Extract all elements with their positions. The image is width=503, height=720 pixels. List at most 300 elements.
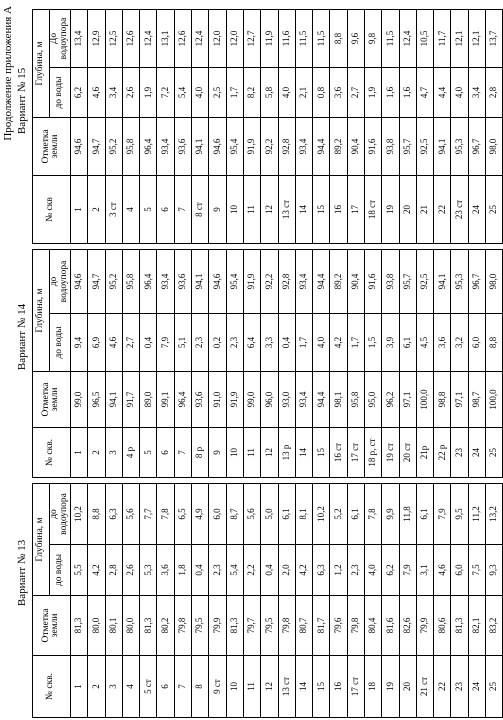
well-no-header: № скв. — [33, 428, 71, 478]
table-row — [209, 250, 226, 478]
to-water-cell: 1,7 — [226, 68, 243, 118]
well-no-cell: 12 — [261, 176, 278, 244]
to-water-cell: 1,2 — [330, 545, 347, 596]
to-aquiclude-cell: 96,4 — [140, 250, 157, 314]
table-row — [468, 250, 485, 478]
table-row — [330, 484, 347, 718]
well-no-cell: 18 — [364, 656, 381, 718]
well-no-cell: 6 — [157, 176, 174, 244]
well-no-cell: 1 — [70, 656, 87, 718]
to-aquiclude-cell: 95,8 — [122, 250, 139, 314]
to-water-cell: 6,2 — [70, 68, 87, 118]
well-no-cell: 7 — [174, 656, 191, 718]
elevation-cell: 93,0 — [278, 372, 295, 428]
table-row — [140, 484, 157, 718]
elevation-cell: 80,6 — [434, 596, 451, 656]
elevation-cell: 93,6 — [192, 372, 209, 428]
elevation-header: Отметка земли — [33, 372, 71, 428]
elevation-cell: 80,2 — [157, 596, 174, 656]
elevation-cell: 97,1 — [451, 372, 468, 428]
table-row — [278, 250, 295, 478]
elevation-cell: 79,5 — [261, 596, 278, 656]
to-water-cell: 1,8 — [174, 545, 191, 596]
elevation-cell: 79,7 — [243, 596, 260, 656]
elevation-cell: 81,3 — [70, 596, 87, 656]
well-no-cell: 2 — [88, 176, 105, 244]
elevation-cell: 100,0 — [486, 372, 503, 428]
to-aquiclude-cell: 4,9 — [192, 484, 209, 545]
table-row — [88, 10, 105, 244]
well-no-cell: 9 — [209, 176, 226, 244]
to-aquiclude-cell: 11,2 — [468, 484, 485, 545]
table-row — [226, 10, 243, 244]
well-no-cell: 21 — [416, 176, 433, 244]
to-water-cell: 1,9 — [364, 68, 381, 118]
depth-group-header: Глубина, м — [33, 484, 50, 596]
to-aquiclude-cell: 11,8 — [399, 484, 416, 545]
elevation-header: Отметка земли — [33, 118, 71, 176]
table-row — [192, 484, 209, 718]
table-row — [70, 10, 87, 244]
well-no-cell: 20 ст — [399, 428, 416, 478]
to-aquiclude-cell: 95,4 — [226, 250, 243, 314]
to-water-cell: 5,1 — [174, 314, 191, 372]
variant-14-body — [70, 250, 502, 478]
to-aquiclude-cell: 6,1 — [278, 484, 295, 545]
well-no-cell: 10 — [226, 176, 243, 244]
to-aquiclude-cell: 12,5 — [105, 10, 122, 68]
to-aquiclude-cell: 94,1 — [434, 250, 451, 314]
elevation-cell: 93,6 — [174, 118, 191, 176]
table-row — [243, 484, 260, 718]
well-no-cell: 24 — [468, 428, 485, 478]
to-aquiclude-cell: 94,4 — [313, 250, 330, 314]
well-no-cell: 18 р, ст — [364, 428, 381, 478]
to-water-cell: 2,8 — [486, 68, 503, 118]
to-water-cell: 3,4 — [468, 68, 485, 118]
well-no-cell: 8 ст — [192, 176, 209, 244]
to-aquiclude-cell: 95,7 — [399, 250, 416, 314]
elevation-cell: 91,9 — [226, 372, 243, 428]
well-no-cell: 14 — [295, 428, 312, 478]
to-water-cell: 1,5 — [364, 314, 381, 372]
to-aquiclude-cell: 11,7 — [434, 10, 451, 68]
to-water-cell: 3,9 — [382, 314, 399, 372]
well-no-cell: 21 ст — [416, 656, 433, 718]
table-row — [192, 250, 209, 478]
to-aquiclude-cell: 11,5 — [295, 10, 312, 68]
table-row — [157, 10, 174, 244]
table-row — [122, 250, 139, 478]
well-no-cell: 25 — [486, 428, 503, 478]
to-water-cell: 1,6 — [382, 68, 399, 118]
elevation-cell: 79,9 — [209, 596, 226, 656]
to-water-cell: 2,7 — [347, 68, 364, 118]
variant-14-title: Вариант № 14 — [16, 303, 28, 371]
table-row — [330, 250, 347, 478]
to-water-cell: 6,3 — [313, 545, 330, 596]
table-row — [174, 250, 191, 478]
well-no-cell: 2 — [88, 656, 105, 718]
to-aquiclude-cell: 6,5 — [174, 484, 191, 545]
to-water-cell: 4,0 — [192, 68, 209, 118]
well-no-cell: 8 р — [192, 428, 209, 478]
table-row — [434, 250, 451, 478]
to-aquiclude-cell: 6,1 — [347, 484, 364, 545]
well-no-cell: 7 — [174, 176, 191, 244]
to-water-cell: 9,3 — [486, 545, 503, 596]
to-water-cell: 3,6 — [434, 314, 451, 372]
elevation-cell: 79,8 — [174, 596, 191, 656]
to-aquiclude-cell: 94,1 — [192, 250, 209, 314]
table-row — [105, 484, 122, 718]
table-row — [347, 484, 364, 718]
to-aquiclude-cell: 92,5 — [416, 250, 433, 314]
well-no-cell: 25 — [486, 656, 503, 718]
table-row — [174, 10, 191, 244]
well-no-cell: 4 р — [122, 428, 139, 478]
elevation-cell: 80,7 — [295, 596, 312, 656]
to-water-cell: 3,2 — [451, 314, 468, 372]
table-row — [88, 484, 105, 718]
well-no-cell: 17 ст — [347, 656, 364, 718]
to-water-cell: 2,3 — [347, 545, 364, 596]
to-water-cell: 4,2 — [88, 545, 105, 596]
elevation-cell: 91,9 — [243, 118, 260, 176]
to-water-cell: 1,7 — [295, 314, 312, 372]
table-row — [88, 250, 105, 478]
elevation-cell: 89,2 — [330, 118, 347, 176]
table-row — [382, 484, 399, 718]
to-water-cell: 4,2 — [330, 314, 347, 372]
to-water-cell: 0,2 — [209, 314, 226, 372]
elevation-cell: 80,0 — [122, 596, 139, 656]
elevation-cell: 100,0 — [416, 372, 433, 428]
well-no-cell: 22 — [434, 656, 451, 718]
table-row — [226, 484, 243, 718]
to-water-cell: 4,5 — [416, 314, 433, 372]
to-aquiclude-cell: 12,4 — [399, 10, 416, 68]
to-aquiclude-cell: 8,1 — [295, 484, 312, 545]
well-no-cell: 25 — [486, 176, 503, 244]
to-water-cell: 2,3 — [209, 545, 226, 596]
to-water-cell: 3,6 — [330, 68, 347, 118]
to-aquiclude-cell: 8,8 — [330, 10, 347, 68]
to-aquiclude-cell: 9,6 — [347, 10, 364, 68]
well-no-cell: 19 — [382, 176, 399, 244]
table-row — [347, 250, 364, 478]
to-water-cell: 4,4 — [434, 68, 451, 118]
table-row — [364, 10, 381, 244]
well-no-cell: 6 — [157, 428, 174, 478]
elevation-cell: 92,8 — [278, 118, 295, 176]
elevation-cell: 79,8 — [278, 596, 295, 656]
elevation-cell: 94,6 — [209, 118, 226, 176]
table-row — [451, 484, 468, 718]
to-water-cell: 3,4 — [105, 68, 122, 118]
well-no-cell: 24 — [468, 176, 485, 244]
well-no-cell: 9 — [209, 428, 226, 478]
to-water-cell: 6,0 — [468, 314, 485, 372]
well-no-cell: 6 — [157, 656, 174, 718]
to-aquiclude-cell: 5,2 — [330, 484, 347, 545]
table-row — [468, 484, 485, 718]
to-water-cell: 0,4 — [192, 545, 209, 596]
table-row — [261, 250, 278, 478]
well-no-cell: 18 ст — [364, 176, 381, 244]
table-row — [295, 250, 312, 478]
elevation-cell: 93,4 — [157, 118, 174, 176]
to-aquiclude-cell: 12,4 — [192, 10, 209, 68]
elevation-cell: 83,2 — [486, 596, 503, 656]
to-aquiclude-cell: 12,0 — [209, 10, 226, 68]
to-water-cell: 3,6 — [157, 545, 174, 596]
elevation-cell: 96,7 — [468, 118, 485, 176]
well-no-cell: 22 р — [434, 428, 451, 478]
table-row — [416, 250, 433, 478]
elevation-cell: 81,3 — [140, 596, 157, 656]
table-row — [209, 484, 226, 718]
table-row — [105, 10, 122, 244]
to-water-cell: 4,0 — [313, 314, 330, 372]
elevation-cell: 99,0 — [70, 372, 87, 428]
to-water-cell: 5,4 — [174, 68, 191, 118]
to-aquiclude-cell: 12,7 — [243, 10, 260, 68]
elevation-cell: 94,6 — [70, 118, 87, 176]
elevation-cell: 99,0 — [243, 372, 260, 428]
to-water-cell: 9,4 — [70, 314, 87, 372]
to-aquiclude-cell: 12,0 — [226, 10, 243, 68]
well-no-cell: 19 ст — [382, 428, 399, 478]
to-water-cell: 1,6 — [399, 68, 416, 118]
table-row — [451, 10, 468, 244]
to-aquiclude-cell: 11,5 — [382, 10, 399, 68]
to-aquiclude-cell: 93,8 — [382, 250, 399, 314]
variant-14-table — [32, 249, 503, 478]
to-aquiclude-cell: 91,9 — [243, 250, 260, 314]
table-row — [330, 10, 347, 244]
to-water-cell: 2,0 — [278, 545, 295, 596]
to-water-cell: 6,1 — [399, 314, 416, 372]
table-row — [174, 484, 191, 718]
to-aquiclude-cell: 6,0 — [209, 484, 226, 545]
elevation-cell: 81,3 — [226, 596, 243, 656]
well-no-cell: 20 — [399, 176, 416, 244]
table-row — [468, 10, 485, 244]
well-no-cell: 5 — [140, 176, 157, 244]
elevation-cell: 91,0 — [209, 372, 226, 428]
to-aquiclude-cell: 6,1 — [416, 484, 433, 545]
well-no-cell: 12 — [261, 656, 278, 718]
elevation-cell: 94,4 — [313, 118, 330, 176]
elevation-cell: 89,0 — [140, 372, 157, 428]
to-water-cell: 4,0 — [278, 68, 295, 118]
elevation-cell: 81,3 — [451, 596, 468, 656]
elevation-cell: 98,7 — [468, 372, 485, 428]
to-water-cell: 4,2 — [295, 545, 312, 596]
well-no-cell: 4 — [122, 176, 139, 244]
to-aquiclude-header: До водоупора — [50, 10, 71, 68]
table-row — [382, 10, 399, 244]
well-no-cell: 3 ст — [105, 176, 122, 244]
to-aquiclude-cell: 9,9 — [382, 484, 399, 545]
to-water-cell: 1,7 — [347, 314, 364, 372]
to-water-cell: 7,5 — [468, 545, 485, 596]
elevation-cell: 94,1 — [192, 118, 209, 176]
to-aquiclude-cell: 92,2 — [261, 250, 278, 314]
elevation-cell: 91,6 — [364, 118, 381, 176]
to-aquiclude-cell: 13,7 — [486, 10, 503, 68]
elevation-cell: 96,4 — [140, 118, 157, 176]
well-no-cell: 15 — [313, 176, 330, 244]
elevation-cell: 93,4 — [295, 372, 312, 428]
to-water-cell: 6,2 — [382, 545, 399, 596]
to-aquiclude-cell: 10,5 — [416, 10, 433, 68]
table-row — [486, 484, 503, 718]
well-no-cell: 11 — [243, 428, 260, 478]
well-no-cell: 16 ст — [330, 428, 347, 478]
table-row — [399, 250, 416, 478]
well-no-cell: 23 — [451, 656, 468, 718]
elevation-cell: 95,4 — [226, 118, 243, 176]
table-row — [192, 10, 209, 244]
to-aquiclude-cell: 96,7 — [468, 250, 485, 314]
well-no-cell: 11 — [243, 656, 260, 718]
table-row — [157, 250, 174, 478]
to-water-cell: 5,8 — [261, 68, 278, 118]
to-aquiclude-cell: 93,4 — [295, 250, 312, 314]
elevation-cell: 96,4 — [174, 372, 191, 428]
to-water-cell: 1,9 — [140, 68, 157, 118]
elevation-cell: 79,9 — [416, 596, 433, 656]
well-no-cell: 3 — [105, 428, 122, 478]
well-no-header: № скв — [33, 176, 71, 244]
to-water-cell: 2,5 — [209, 68, 226, 118]
to-water-header: до воды — [50, 545, 71, 596]
well-no-cell: 3 — [105, 656, 122, 718]
to-water-cell: 0,8 — [313, 68, 330, 118]
table-row — [243, 250, 260, 478]
to-aquiclude-cell: 12,6 — [174, 10, 191, 68]
well-no-cell: 15 — [313, 428, 330, 478]
to-water-cell: 4,7 — [416, 68, 433, 118]
well-no-cell: 10 — [226, 428, 243, 478]
to-aquiclude-cell: 12,1 — [451, 10, 468, 68]
variant-15-title: Вариант № 15 — [16, 67, 28, 135]
elevation-cell: 82,6 — [399, 596, 416, 656]
table-row — [122, 10, 139, 244]
to-aquiclude-cell: 10,2 — [313, 484, 330, 545]
table-row — [382, 250, 399, 478]
well-no-cell: 5 ст — [140, 656, 157, 718]
variant-13-title: Вариант № 13 — [16, 539, 28, 607]
well-no-cell: 13 ст — [278, 656, 295, 718]
well-no-cell: 17 ст — [347, 428, 364, 478]
well-no-cell: 1 — [70, 428, 87, 478]
to-water-cell: 2,2 — [243, 545, 260, 596]
to-aquiclude-cell: 12,4 — [140, 10, 157, 68]
elevation-cell: 95,7 — [399, 118, 416, 176]
to-aquiclude-cell: 13,4 — [70, 10, 87, 68]
to-aquiclude-cell: 6,3 — [105, 484, 122, 545]
elevation-cell: 94,7 — [88, 118, 105, 176]
well-no-cell: 13 р — [278, 428, 295, 478]
to-aquiclude-cell: 95,2 — [105, 250, 122, 314]
to-aquiclude-cell: 12,1 — [468, 10, 485, 68]
elevation-cell: 99,1 — [157, 372, 174, 428]
well-no-cell: 9 ст — [209, 656, 226, 718]
to-aquiclude-cell: 8,7 — [226, 484, 243, 545]
table-row — [486, 10, 503, 244]
well-no-cell: 20 — [399, 656, 416, 718]
well-no-cell: 4 — [122, 656, 139, 718]
elevation-cell: 93,8 — [382, 118, 399, 176]
elevation-cell: 81,6 — [382, 596, 399, 656]
well-no-cell: 17 — [347, 176, 364, 244]
elevation-cell: 95,8 — [122, 118, 139, 176]
elevation-cell: 95,0 — [364, 372, 381, 428]
to-aquiclude-cell: 91,6 — [364, 250, 381, 314]
to-aquiclude-cell: 9,8 — [364, 10, 381, 68]
table-row — [486, 250, 503, 478]
table-row — [347, 10, 364, 244]
table-row — [261, 10, 278, 244]
table-row — [140, 10, 157, 244]
to-water-cell: 3,3 — [261, 314, 278, 372]
to-aquiclude-cell: 93,6 — [174, 250, 191, 314]
to-water-cell: 4,6 — [434, 545, 451, 596]
table-row — [278, 10, 295, 244]
to-aquiclude-cell: 8,8 — [88, 484, 105, 545]
to-aquiclude-cell: 5,0 — [261, 484, 278, 545]
to-water-cell: 4,6 — [88, 68, 105, 118]
table-row — [313, 250, 330, 478]
to-aquiclude-cell: 11,5 — [313, 10, 330, 68]
well-no-cell: 7 — [174, 428, 191, 478]
elevation-cell: 95,8 — [347, 372, 364, 428]
well-no-cell: 21р — [416, 428, 433, 478]
to-water-cell: 7,2 — [157, 68, 174, 118]
elevation-cell: 96,2 — [382, 372, 399, 428]
table-row — [434, 10, 451, 244]
table-row — [399, 484, 416, 718]
table-row — [157, 484, 174, 718]
to-water-cell: 2,3 — [192, 314, 209, 372]
elevation-cell: 94,1 — [434, 118, 451, 176]
to-water-header: до воды — [50, 314, 71, 372]
to-aquiclude-header: до водоупора — [50, 250, 71, 314]
well-no-cell: 24 — [468, 656, 485, 718]
to-aquiclude-cell: 9,5 — [451, 484, 468, 545]
table-row — [313, 10, 330, 244]
well-no-cell: 23 — [451, 428, 468, 478]
to-aquiclude-cell: 13,2 — [486, 484, 503, 545]
to-aquiclude-cell: 89,2 — [330, 250, 347, 314]
to-water-cell: 4,0 — [364, 545, 381, 596]
depth-group-header: Глубина, м — [33, 250, 50, 372]
well-no-cell: 5 — [140, 428, 157, 478]
to-water-cell: 6,9 — [88, 314, 105, 372]
well-no-cell: 12 — [261, 428, 278, 478]
elevation-cell: 98,8 — [434, 372, 451, 428]
table-row — [105, 250, 122, 478]
to-water-cell: 4,6 — [105, 314, 122, 372]
to-aquiclude-cell: 7,7 — [140, 484, 157, 545]
table-row — [295, 484, 312, 718]
table-row — [416, 484, 433, 718]
elevation-cell: 80,0 — [88, 596, 105, 656]
to-aquiclude-cell: 7,8 — [157, 484, 174, 545]
